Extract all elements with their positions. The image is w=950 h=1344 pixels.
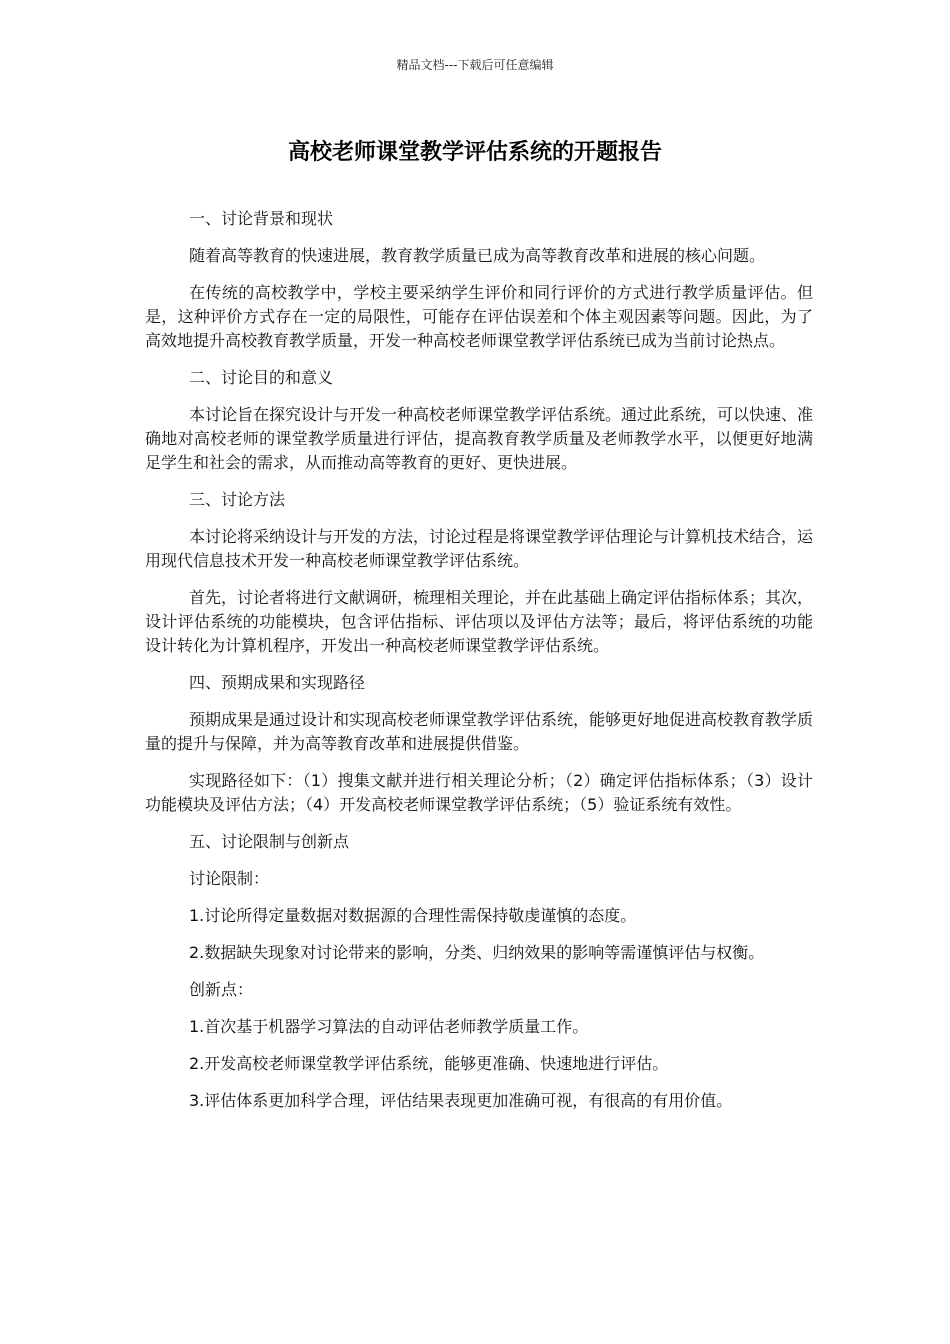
section-heading-limits: 五、讨论限制与创新点	[189, 832, 350, 851]
section-heading-background: 一、讨论背景和现状	[189, 209, 334, 228]
paragraph: 本讨论将采纳设计与开发的方法，讨论过程是将课堂教学评估理论与计算机技术结合，运用现代信息技术开发一种高校老师课堂教学评估系统。	[145, 527, 814, 570]
list-item: 1.首次基于机器学习算法的自动评估老师教学质量工作。	[189, 1017, 589, 1036]
list-item: 1.讨论所得定量数据对数据源的合理性需保持敬虔谨慎的态度。	[189, 906, 637, 925]
subheading-limits: 讨论限制：	[189, 869, 270, 888]
paragraph: 实现路径如下：（1）搜集文献并进行相关理论分析；（2）确定评估指标体系；（3）设计功能模块及评估方法；（4）开发高校老师课堂教学评估系统；（5）验证系统有效性。	[145, 771, 813, 814]
list-item: 2.数据缺失现象对讨论带来的影响，分类、归纳效果的影响等需谨慎评估与权衡。	[189, 943, 765, 962]
section-heading-outcomes: 四、预期成果和实现路径	[189, 673, 366, 692]
list-item: 2.开发高校老师课堂教学评估系统，能够更准确、快速地进行评估。	[189, 1054, 669, 1073]
paragraph: 在传统的高校教学中，学校主要采纳学生评价和同行评价的方式进行教学质量评估。但是，这种评价方式存在一定的局限性，可能存在评估误差和个体主观因素等问题。因此，为了高效地提升高校教育教学质量，开发一种高校老师课堂教学评估系统已成为当前讨论热点。	[145, 283, 813, 350]
document-body	[145, 207, 813, 1126]
list-item: 3.评估体系更加科学合理，评估结果表现更加准确可视，有很高的有用价值。	[189, 1091, 733, 1110]
paragraph: 本讨论旨在探究设计与开发一种高校老师课堂教学评估系统。通过此系统，可以快速、准确地对高校老师的课堂教学质量进行评估，提高教育教学质量及老师教学水平，以便更好地满足学生和社会的需求，从而推动高等教育的更好、更快进展。	[145, 405, 814, 472]
section-heading-purpose: 二、讨论目的和意义	[189, 368, 334, 387]
subheading-innovations: 创新点：	[189, 980, 254, 999]
paragraph: 首先，讨论者将进行文献调研，梳理相关理论，并在此基础上确定评估指标体系；其次，设计评估系统的功能模块，包含评估指标、评估项以及评估方法等；最后，将评估系统的功能设计转化为计算机程序，开发出一种高校老师课堂教学评估系统。	[145, 588, 814, 655]
paragraph: 预期成果是通过设计和实现高校老师课堂教学评估系统，能够更好地促进高校教育教学质量的提升与保障，并为高等教育改革和进展提供借鉴。	[145, 710, 814, 753]
document-title: 高校老师课堂教学评估系统的开题报告	[287, 140, 662, 165]
paragraph: 随着高等教育的快速进展，教育教学质量已成为高等教育改革和进展的核心问题。	[189, 246, 766, 265]
section-heading-method: 三、讨论方法	[189, 490, 286, 509]
header-note: 精品文档---下载后可任意编辑	[396, 58, 554, 72]
